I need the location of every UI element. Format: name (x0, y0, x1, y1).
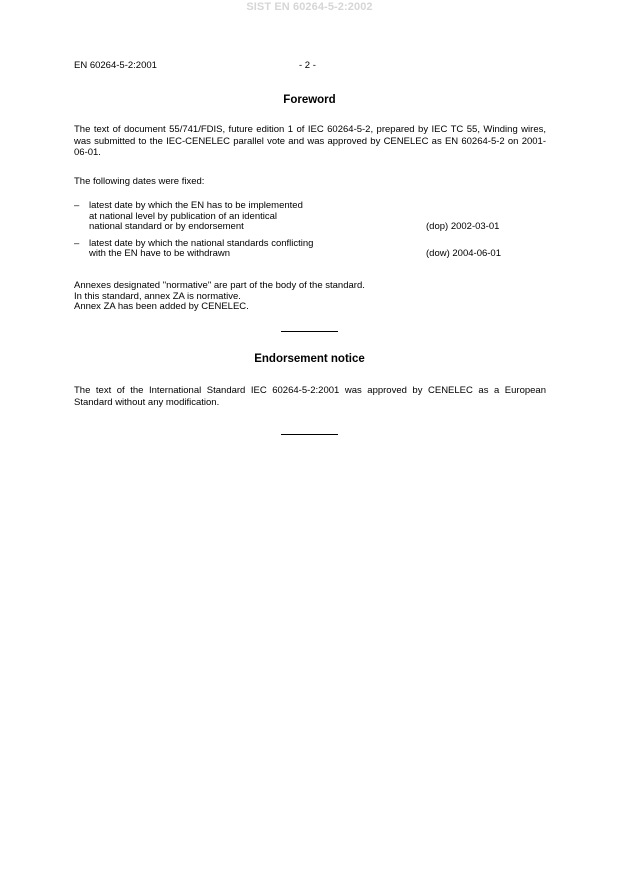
date-item-line: latest date by which the national standards conflicting (89, 237, 314, 249)
list-dash: – (74, 200, 80, 211)
date-item-line: latest date by which the EN has to be implemented (89, 200, 303, 211)
watermark: SIST EN 60264-5-2:2002 (246, 1, 373, 13)
annex-line: In this standard, annex ZA is normative. (74, 290, 241, 302)
date-value-dop: (dop) 2002-03-01 (426, 221, 500, 232)
annex-line: Annex ZA has been added by CENELEC. (74, 301, 249, 312)
document-id: EN 60264-5-2:2001 (74, 60, 157, 71)
page-number: - 2 - (299, 60, 316, 71)
end-divider (281, 434, 338, 435)
date-value-dow: (dow) 2004-06-01 (426, 248, 501, 259)
list-dash: – (74, 237, 80, 249)
endorsement-text: The text of the International Standard IEC 60264-5-2:2001 was approved by CENELEC as a European Standard without any modification. (74, 385, 546, 408)
date-item-dop (74, 201, 546, 233)
date-item-description (89, 239, 349, 260)
date-item-line: at national level by publication of an identical (89, 210, 278, 222)
dates-intro: The following dates were fixed: (74, 176, 205, 187)
annex-note (74, 281, 546, 313)
annex-line: Annexes designated "normative" are part of the body of the standard. (74, 280, 365, 291)
date-item-line: national standard or by endorsement (89, 221, 244, 232)
date-item-line: with the EN have to be withdrawn (89, 248, 230, 259)
dates-list (74, 201, 546, 260)
date-item-description (89, 201, 349, 233)
endorsement-title: Endorsement notice (254, 353, 365, 365)
foreword-intro: The text of document 55/741/FDIS, future edition 1 of IEC 60264-5-2, prepared by IEC TC 55, Winding wires, was submitted to the IEC-CENELEC parallel vote and was approved by CENELEC as EN 60264-5-2 on 2001-06-01. (74, 124, 546, 158)
foreword-title: Foreword (283, 94, 336, 106)
date-item-dow (74, 239, 546, 260)
section-divider (281, 331, 338, 332)
